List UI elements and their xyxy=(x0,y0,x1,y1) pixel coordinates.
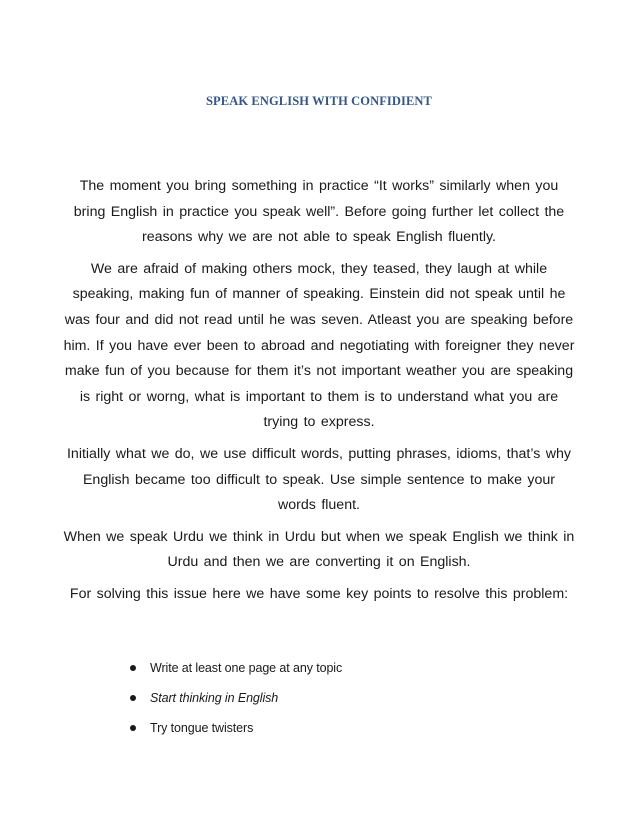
key-points-list xyxy=(128,660,342,750)
list-item-text: Start thinking in English xyxy=(150,691,279,705)
paragraph-urdu: When we speak Urdu we think in Urdu but when we speak English we think in Urdu and then we are converting it on English. xyxy=(63,528,575,571)
paragraph-intro: The moment you bring something in practice “It works” similarly when you bring English in practice you speak well”. Before going further let collect the reasons why we are not able to speak English fluently. xyxy=(73,178,565,246)
paragraph-fear: We are afraid of making others mock, they teased, they laugh at while speaking, making fun of manner of speaking. Einstein did not speak until he was four and did not read until he was seven. Atleast you are speaking before him. If you have ever been to abroad and negotiating with foreigner they never make fun of you because for them it’s not important weather you are speaking is right or worng, what is important to them is to understand what you are trying to express. xyxy=(63,260,575,431)
bullet-icon xyxy=(130,695,136,701)
list-item-text: Write at least one page at any topic xyxy=(150,661,343,675)
document-title: SPEAK ENGLISH WITH CONFIDIENT xyxy=(206,94,432,108)
bullet-icon xyxy=(130,725,136,731)
list-item xyxy=(128,720,342,736)
list-item-text: Try tongue twisters xyxy=(150,721,254,735)
document-body xyxy=(62,174,576,614)
list-item xyxy=(128,660,342,676)
bullet-icon xyxy=(130,665,136,671)
list-item xyxy=(128,690,342,706)
paragraph-difficult-words: Initially what we do, we use difficult words, putting phrases, idioms, that’s why English became too difficult to speak. Use simple sentence to make your words fluent. xyxy=(66,445,572,514)
paragraph-solving: For solving this issue here we have some key points to resolve this problem: xyxy=(69,585,569,602)
